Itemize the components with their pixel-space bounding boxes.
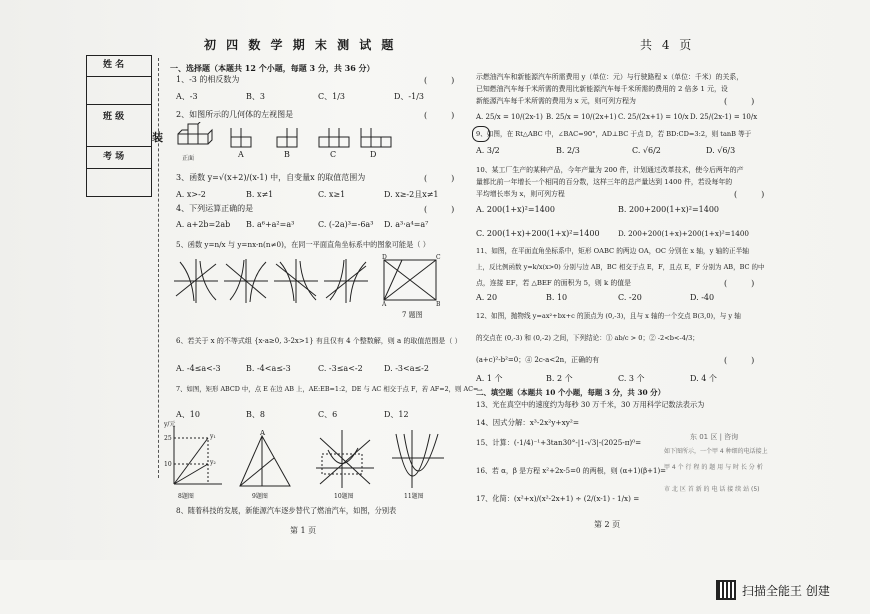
q12-line3: (a+c)²-b²=0；④ 2c-a<2n，正确的有 [476, 356, 600, 364]
q2-paren: ( ) [424, 111, 455, 120]
q2-view-c [318, 128, 352, 148]
q7-opt-b: B、8 [246, 410, 265, 419]
q3-opt-a: A. x>-2 [176, 190, 206, 199]
q9-stem: 9、如图，在 Rt△ABC 中，∠BAC=90°，AD⊥BC 于点 D，若 BD:CD=3:2，则 tanB 等于 [476, 130, 752, 138]
q8-cont-line1: 示燃油汽车和新能源汽车所需费用 y（单位：元）与行驶路程 x（单位：千米）的关系， [476, 73, 744, 81]
q8-paren: ( ) [724, 97, 755, 106]
q9-opt-c: C. √6/2 [632, 146, 661, 155]
q1-opt-c: C、1/3 [318, 92, 345, 101]
svg-text:A: A [382, 301, 387, 306]
q1-opt-d: D、-1/3 [394, 92, 424, 101]
q8-opt-c: C. 25/(2x+1) = 10/x [618, 113, 689, 121]
q11-line1: 11、如图，在平面直角坐标系中，矩形 OABC 的两边 OA，OC 分别在 x 轴，y 轴的正半轴 [476, 247, 749, 255]
q3-opt-b: B. x≠1 [246, 190, 274, 199]
scanner-watermark [716, 580, 830, 600]
q12-opt-d: D. 4 个 [690, 374, 717, 383]
qr-code-icon [716, 580, 736, 600]
bleed-text-4: 市 北 区 首 新 的 电 话 接 续 站 (5) [664, 486, 760, 493]
q8-value-25: 25 [164, 435, 172, 442]
q12-opt-c: C. 3 个 [618, 374, 645, 383]
q11-line3: 点，连接 EF，若 △BEF 的面积为 5，则 k 的值是 [476, 279, 632, 287]
q6-opt-a: A. -4≤a<-3 [176, 364, 221, 373]
q6-opt-b: B. -4<a≤-3 [246, 364, 291, 373]
section2-heading: 二、填空题（本题共 10 个小题，每题 3 分，共 30 分） [476, 388, 665, 397]
q12-parabola-graph [390, 428, 446, 490]
q2-front-label: 正面 [182, 155, 195, 162]
fig10-caption: 10题图 [334, 493, 354, 500]
q5-graph-options [172, 256, 372, 306]
bleed-text-2: 如下图所示，一个甲 4 种细的电话接上 [664, 448, 768, 455]
q8-axis-y: y/元 [164, 421, 176, 428]
q11-opt-a: A. 20 [476, 293, 498, 302]
page2-footer: 第 2 页 [594, 520, 621, 529]
q10-opt-a: A. 200(1+x)²=1400 [476, 205, 555, 214]
q12-line2: 的交点在 (0,-3) 和 (0,-2) 之间，下列结论：① ab/c > 0；② -2<b<-4/3； [476, 334, 699, 342]
fig8-caption: 8题图 [178, 493, 194, 500]
q8-series-y2: y₂ [210, 459, 216, 466]
q2-view-d [360, 128, 394, 148]
binding-line [158, 58, 159, 478]
exam-title: 初 四 数 学 期 末 测 试 题 [204, 38, 397, 52]
q1-stem: 1、-3 的相反数为 [176, 75, 240, 84]
q4-paren: ( ) [424, 205, 455, 214]
q2-opt-a: A [238, 150, 244, 159]
q10-line3: 平均增长率为 x，则可列方程 [476, 190, 565, 198]
q10-graph [314, 428, 376, 490]
q8-value-10: 10 [164, 461, 172, 468]
q10-opt-c: C. 200(1+x)+200(1+x)²=1400 [476, 229, 600, 238]
student-info-box [86, 55, 152, 197]
q6-stem: 6、若关于 x 的不等式组 {x-a≥0, 3-2x>1} 有且仅有 4 个整数解，则 a 的取值范围是（ ） [176, 337, 462, 345]
q10-opt-d: D. 200+200(1+x)+200(1+x)²=1400 [618, 229, 749, 238]
q6-opt-c: C. -3≤a<-2 [318, 364, 363, 373]
q2-view-a [230, 128, 254, 148]
svg-text:C: C [436, 254, 441, 261]
svg-text:A: A [260, 430, 266, 437]
q17-stem: 17、化简：(x²+x)/(x²-2x+1) ÷ (2/(x-1) - 1/x) = [476, 494, 640, 503]
q7-opt-d: D、12 [384, 410, 409, 419]
room-label: 考 场 [103, 152, 125, 162]
bleed-text-3: 甲 4 个 行 程 的 题 用 与 时 长 分 析 [664, 464, 763, 471]
q7-opt-c: C、6 [318, 410, 338, 419]
q9-opt-d: D. √6/3 [706, 146, 736, 155]
q8-opt-d: D. 25/(2x-1) = 10/x [690, 113, 758, 121]
q3-stem: 3、函数 y=√(x+2)/(x-1) 中，自变量x 的取值范围为 [176, 173, 366, 182]
seal-mark: 装 [152, 131, 163, 144]
q5-stem: 5、函数 y=n/x 与 y=nx-n(n≠0)，在同一平面直角坐标系中的图象可能是（ ） [176, 240, 430, 249]
q8-opt-a: A. 25/x = 10/(2x-1) [476, 113, 543, 121]
q11-opt-d: D. -40 [690, 293, 715, 302]
q11-paren: ( ) [724, 279, 755, 288]
q12-opt-b: B. 2 个 [546, 374, 573, 383]
q11-opt-c: C. -20 [618, 293, 642, 302]
q12-opt-a: A. 1 个 [476, 374, 503, 383]
name-label: 姓 名 [103, 60, 125, 70]
q8-stem: 8、随着科技的发展，新能源汽车逐步替代了燃油汽车，如图，分别表 [176, 506, 397, 515]
q2-opt-b: B [284, 150, 290, 159]
q8-cont-line2: 已知燃油汽车每千米所需的费用比新能源汽车每千米所需的费用的 2 倍多 1 元，设 [476, 85, 728, 93]
q7-opt-a: A、10 [176, 410, 200, 419]
q1-opt-a: A、-3 [176, 92, 198, 101]
q10-opt-b: B. 200+200(1+x)²=1400 [618, 205, 720, 214]
q10-paren: ( ) [734, 190, 765, 199]
page1-footer: 第 1 页 [290, 526, 317, 535]
q7-figure-label: 7 题图 [402, 311, 423, 319]
fig9-caption: 9题图 [252, 493, 268, 500]
q7-rectangle-figure [382, 254, 442, 306]
q2-opt-c: C [330, 150, 337, 159]
section1-heading: 一、选择题（本题共 12 个小题，每题 3 分，共 36 分） [170, 63, 375, 73]
q14-stem: 14、因式分解：x³-2x²y+xy²= [476, 418, 580, 427]
fig11-caption: 11题图 [404, 493, 424, 500]
q2-view-b [276, 128, 300, 148]
watermark-text: 扫描全能王 创建 [742, 583, 830, 598]
q3-opt-d: D. x≥-2且x≠1 [384, 190, 439, 199]
q9-circle-mark [472, 126, 490, 142]
q4-opt-a: A. a+2b=2ab [176, 220, 231, 229]
q9-opt-b: B. 2/3 [556, 146, 580, 155]
q7-stem: 7、如图，矩形 ABCD 中，点 E 在边 AB 上，AE:EB=1:2，DE 与 AC 相交于点 F，若 AF=2，则 AC= [176, 385, 479, 393]
q11-line2: 上，反比例函数 y=k/x(x>0) 分别与边 AB，BC 相交于点 E，F，且点 E，F 分别为 AB，BC 的中 [476, 263, 765, 271]
q3-opt-c: C. x≥1 [318, 190, 346, 199]
q4-opt-b: B. a⁶+a²=a³ [246, 220, 295, 229]
q1-paren: ( ) [424, 76, 455, 85]
q2-solid-figure [176, 122, 216, 154]
q6-opt-d: D. -3<a≤-2 [384, 364, 429, 373]
q4-stem: 4、下列运算正确的是 [176, 204, 254, 213]
class-label: 班 级 [103, 112, 125, 122]
q16-stem: 16、若 α，β 是方程 x²+2x-5=0 的两根，则 (α+1)(β+1)= [476, 467, 667, 475]
q9-triangle-figure [236, 430, 294, 490]
q2-opt-d: D [370, 150, 377, 159]
q12-paren: ( ) [724, 356, 755, 365]
q10-line1: 10、某工厂生产的某种产品，今年产量为 200 件，计划通过改革技术，使今后两年的产 [476, 166, 744, 174]
q4-opt-c: C. (-2a)³=-6a³ [318, 220, 374, 229]
q8-series-y1: y₁ [210, 433, 216, 440]
q8-opt-b: B. 25/x = 10/(2x+1) [546, 113, 617, 121]
total-pages: 共 4 页 [640, 38, 695, 52]
q2-stem: 2、如图所示的几何体的左视图是 [176, 110, 294, 119]
q13-stem: 13、光在真空中的速度约为每秒 30 万千米，30 万用科学记数法表示为 [476, 400, 705, 409]
q11-opt-b: B. 10 [546, 293, 568, 302]
q3-paren: ( ) [424, 174, 455, 183]
q9-opt-a: A. 3/2 [476, 146, 500, 155]
q1-opt-b: B、3 [246, 92, 265, 101]
svg-text:D: D [382, 254, 387, 261]
q4-opt-d: D. a³·a⁴=a⁷ [384, 220, 429, 229]
q8-cont-line3: 新能源汽车每千米所需的费用为 x 元，则可列方程为 [476, 97, 636, 105]
bleed-text-1: 东 01 区 | 咨询 [690, 433, 739, 441]
svg-text:B: B [436, 301, 441, 306]
q12-line1: 12、如图，抛物线 y=ax²+bx+c 的顶点为 (0,-3)，且与 x 轴的一个交点 B(3,0)，与 y 轴 [476, 312, 741, 320]
q15-stem: 15、计算：(-1/4)⁻¹+3tan30°-|1-√3|-(2025-π)⁰= [476, 438, 642, 447]
q10-line2: 量都比前一年增长一个相同的百分数，这样三年的总产量达到 1400 件，若设每年的 [476, 178, 733, 186]
